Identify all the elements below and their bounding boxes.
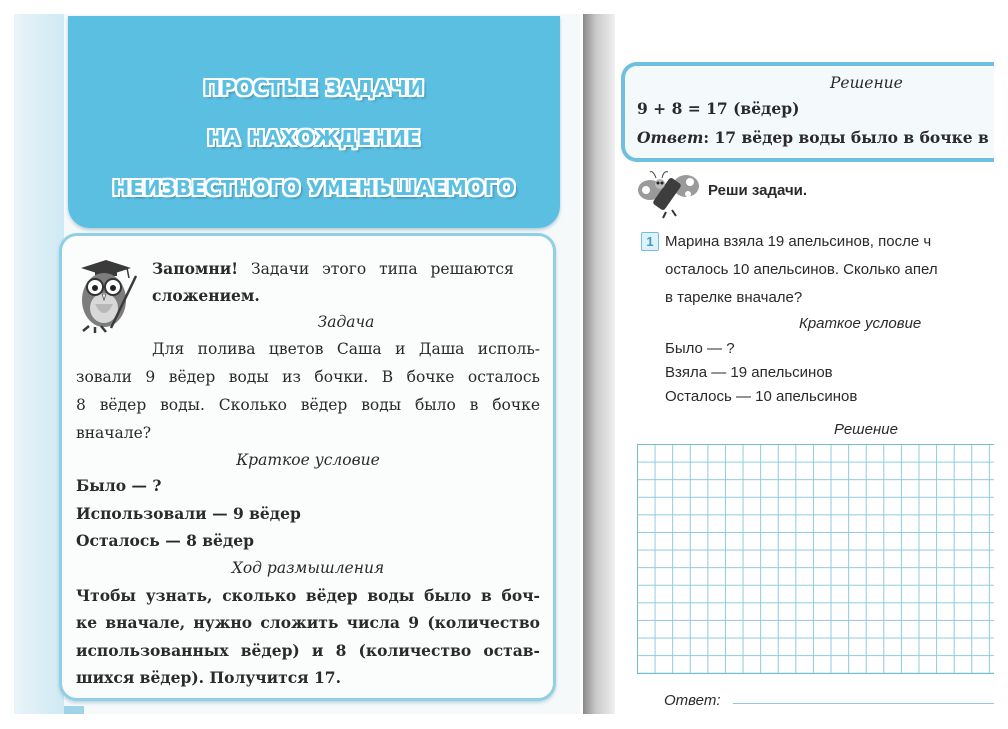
rule-lead-text: Задачи этого типа решаются (238, 260, 514, 278)
condition-heading: Краткое условие (236, 451, 380, 469)
page-edge-strip (14, 14, 64, 714)
task-heading: Задача (317, 313, 375, 331)
rule-lead-bold: Запомни! (152, 259, 239, 278)
exercise-line-1: Марина взяла 19 апельсинов, после ч (665, 233, 932, 250)
solution-answer-label: Ответ (637, 128, 704, 147)
rule-statement (152, 255, 540, 284)
task-line-1: Для полива цветов Саша и Даша исполь- (152, 340, 540, 358)
exercise-line-3: в тарелке вначале? (665, 289, 803, 306)
butterfly-pencil-icon (636, 168, 702, 220)
solution-equation: 9 + 8 = 17 (вёдер) (637, 99, 800, 118)
condition-line-2: Использовали — 9 вёдер (76, 504, 301, 523)
exercise-condition-line-1: Было — ? (665, 340, 735, 357)
exercise-condition-line-2: Взяла — 19 апельсинов (665, 364, 833, 381)
owl-teacher-icon (73, 256, 139, 334)
reasoning-heading: Ход размышления (231, 559, 385, 577)
book-gutter (583, 14, 615, 714)
task-line-4: вначале? (76, 424, 152, 442)
chapter-title-line-3: НЕИЗВЕСТНОГО УМЕНЬШАЕМОГО (112, 176, 516, 200)
exercise-answer-label: Ответ: (664, 692, 721, 709)
exercise-solution-heading: Решение (834, 421, 898, 438)
task-line-2: зовали 9 вёдер воды из бочки. В бочке осталось (76, 368, 540, 386)
reasoning-line-1: Чтобы узнать, сколько вёдер воды было в боч- (76, 586, 540, 605)
solution-heading: Решение (830, 74, 903, 92)
solution-answer (637, 124, 989, 152)
exercise-condition-line-3: Осталось — 10 апельсинов (665, 388, 858, 405)
page-edge-tab (64, 706, 84, 714)
instruction-text: Реши задачи. (708, 182, 808, 199)
reasoning-line-3: использованных вёдер) и 8 (количество остав- (76, 641, 540, 660)
answer-input-line[interactable] (733, 703, 998, 704)
exercise-line-2: осталось 10 апельсинов. Сколько апел (665, 261, 938, 278)
solution-answer-text: : 17 вёдер воды было в бочке в (703, 128, 989, 147)
reasoning-line-2: ке вначале, нужно сложить числа 9 (количество (76, 613, 540, 632)
task-number-badge: 1 (641, 232, 659, 251)
chapter-title-line-2: НА НАХОЖДЕНИЕ (207, 126, 421, 150)
chapter-title-banner (68, 16, 560, 228)
rule-lead-bold-2: сложением. (152, 286, 260, 305)
task-line-3: 8 вёдер воды. Сколько вёдер воды было в бочке (76, 396, 540, 414)
condition-line-1: Было — ? (76, 476, 162, 495)
reasoning-line-4: шихся вёдер). Получится 17. (76, 668, 341, 687)
page-right-margin (994, 14, 1008, 714)
solution-grid-area[interactable] (637, 444, 998, 674)
chapter-title-line-1: ПРОСТЫЕ ЗАДАЧИ (203, 76, 425, 100)
condition-line-3: Осталось — 8 вёдер (76, 531, 254, 550)
exercise-condition-heading: Краткое условие (799, 315, 922, 332)
